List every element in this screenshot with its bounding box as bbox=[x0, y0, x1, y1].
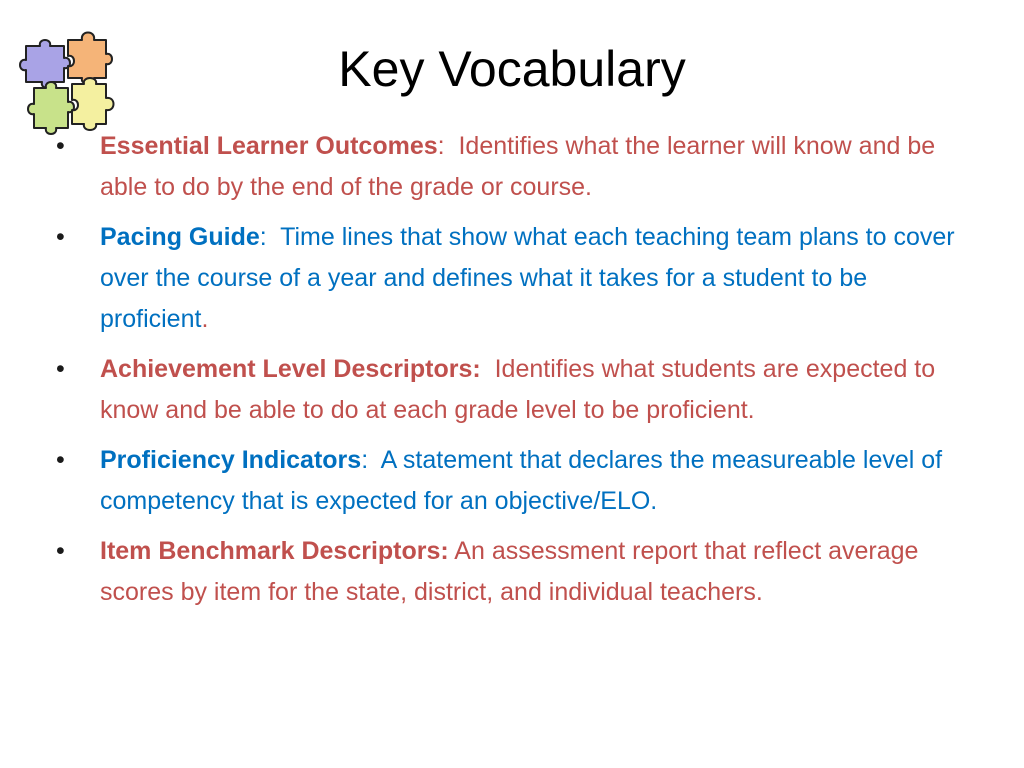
vocabulary-definition: A statement that declares the measureable level of competency that is expected for an objective/ELO. bbox=[100, 446, 950, 515]
term-separator: : bbox=[437, 132, 445, 160]
vocabulary-term: Proficiency Indicators bbox=[100, 446, 362, 474]
list-item bbox=[56, 349, 966, 431]
list-item bbox=[56, 126, 966, 208]
vocabulary-definition: Identifies what students are expected to know and be able to do at each grade level to be proficient. bbox=[100, 355, 943, 424]
vocabulary-term: Item Benchmark Descriptors: bbox=[100, 537, 449, 565]
vocabulary-term: Achievement Level Descriptors: bbox=[100, 355, 481, 383]
vocabulary-term: Pacing Guide bbox=[100, 223, 260, 251]
vocabulary-definition: Identifies what the learner will know and be able to do by the end of the grade or course. bbox=[100, 132, 943, 201]
bullet-icon: • bbox=[56, 355, 65, 383]
slide-title: Key Vocabulary bbox=[338, 41, 686, 97]
bullet-icon: • bbox=[56, 132, 65, 160]
bullet-icon: • bbox=[56, 223, 65, 251]
vocabulary-term: Essential Learner Outcomes bbox=[100, 132, 438, 160]
list-item bbox=[56, 217, 966, 340]
vocabulary-definition: An assessment report that reflect average scores by item for the state, district, and individual teachers. bbox=[100, 537, 926, 606]
bullet-icon: • bbox=[56, 446, 65, 474]
term-separator: : bbox=[259, 223, 267, 251]
list-item bbox=[56, 531, 966, 613]
vocabulary-list bbox=[56, 126, 966, 622]
bullet-icon: • bbox=[56, 537, 65, 565]
term-separator: : bbox=[361, 446, 369, 474]
vocabulary-definition: Time lines that show what each teaching team plans to cover over the course of a year and defines what it takes for a student to be proficient bbox=[100, 223, 962, 333]
list-item bbox=[56, 440, 966, 522]
trailing-period: . bbox=[201, 305, 209, 333]
